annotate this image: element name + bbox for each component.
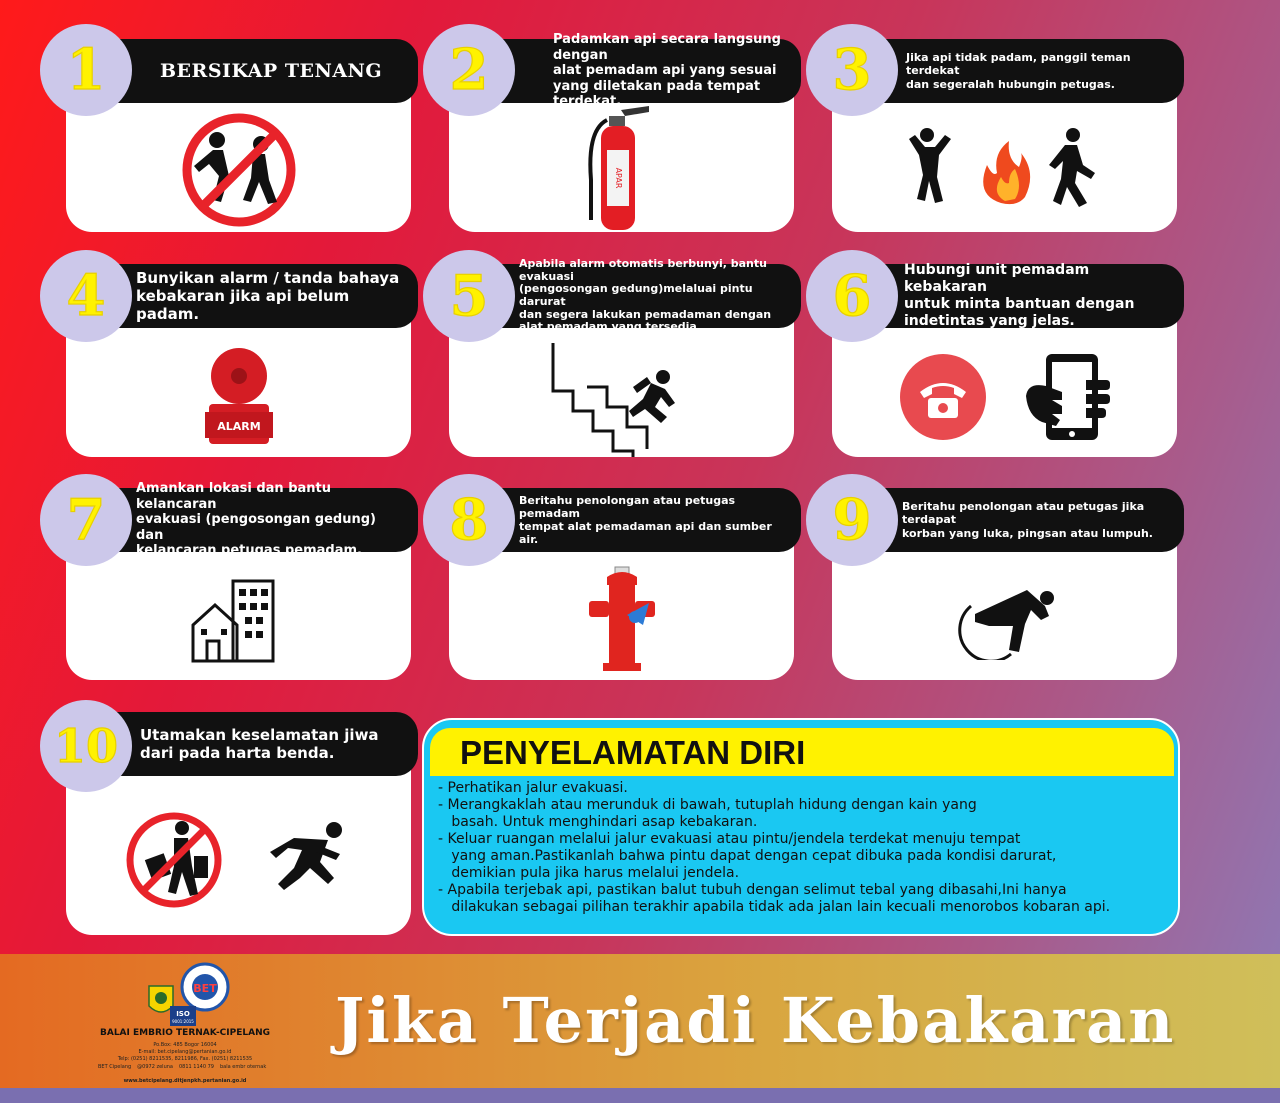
- social-whatsapp[interactable]: 0811 1140 79: [178, 1064, 214, 1070]
- alarm-label: ALARM: [216, 419, 261, 433]
- step-text-7: Amankan lokasi dan bantu kelancaran evakuasi (pengosongan gedung) dan kelancaran petugas pemadam.: [136, 481, 376, 559]
- iso-text: ISO: [176, 1010, 190, 1018]
- no-panic-icon: [179, 110, 299, 230]
- step-text-2: Padamkan api secara langsung dengan alat pemadam api yang sesuai yang diletakan pada tempat terdekat.: [553, 32, 781, 110]
- self-rescue-panel: [422, 718, 1180, 936]
- step-number-9: 9: [806, 474, 898, 566]
- iso-badge-icon: [170, 1006, 196, 1026]
- alarm-bell-icon: [199, 340, 279, 450]
- social-youtube[interactable]: bala embr oternak: [219, 1064, 267, 1070]
- social-facebook[interactable]: BET Cipelang: [98, 1064, 132, 1070]
- step-text-4: Bunyikan alarm / tanda bahaya kebakaran jika api belum padam.: [136, 269, 400, 323]
- step-number-3: 3: [806, 24, 898, 116]
- step-text-8: Beritahu penolongan atau petugas pemadam tempat alat pemadaman api dan sumber air.: [519, 493, 772, 547]
- social-links: [98, 1064, 278, 1070]
- step-number-10: 10: [40, 700, 132, 792]
- fire-hydrant-icon: [577, 565, 667, 675]
- step-number-1: 1: [40, 24, 132, 116]
- step-number-5: 5: [423, 250, 515, 342]
- org-address-line: Telp: (0251) 8211535, 8211986, Fax. (0251) 8211535: [117, 1056, 253, 1062]
- extinguisher-label: APAR: [613, 167, 623, 188]
- running-person-icon: [254, 820, 354, 900]
- step-number-6: 6: [806, 250, 898, 342]
- org-website-link[interactable]: www.betcipelang.ditjenpkh.pertanian.go.id: [123, 1078, 247, 1084]
- step-bar-2: [483, 32, 801, 110]
- step-text-1: BERSIKAP TENANG: [160, 59, 383, 82]
- step-number-8: 8: [423, 474, 515, 566]
- phone-icon: [898, 352, 988, 442]
- panel-line: - Perhatikan jalur evakuasi.: [438, 780, 628, 796]
- panel-line: - Merangkaklah atau merunduk di bawah, tutuplah hidung dengan kain yang: [438, 797, 977, 813]
- smartphone-icon: [1022, 352, 1112, 442]
- step-number-4: 4: [40, 250, 132, 342]
- org-address-line: Po.Box: 485 Bogor 16004: [153, 1042, 217, 1048]
- step-text-3: Jika api tidak padam, panggil teman terdekat dan segeralah hubungin petugas.: [906, 51, 1131, 91]
- footer-strip: [0, 1088, 1280, 1103]
- panel-header: [430, 728, 1174, 776]
- people-fire-icon: [905, 125, 1105, 215]
- step-bar-3: [866, 39, 1184, 103]
- step-bar-10: [100, 712, 418, 776]
- org-address-line: E-mail: bet.cipelang@pertanian.go.id: [138, 1049, 232, 1055]
- org-name: BALAI EMBRIO TERNAK-CIPELANG: [100, 1028, 270, 1038]
- panel-line: dilakukan sebagai pilihan terakhir apabila tidak ada jalan lain kecuali menorobos kobaran api.: [438, 899, 1111, 915]
- panel-list: [438, 780, 1168, 916]
- step-bar-1: [100, 39, 418, 103]
- panel-title: PENYELAMATAN DIRI: [460, 734, 806, 771]
- panel-line: - Keluar ruangan melalui jalur evakuasi atau pintu/jendela terdekat menuju tempat: [438, 831, 1021, 847]
- step-text-6: Hubungi unit pemadam kebakaran untuk minta bantuan dengan indetintas yang jelas.: [904, 262, 1135, 329]
- poster-title: Jika Terjadi Kebakaran: [335, 984, 1176, 1057]
- panel-line: - Apabila terjebak api, pastikan balut tubuh dengan selimut tebal yang dibasahi,Ini hanya: [438, 882, 1067, 898]
- step-text-5: Apabila alarm otomatis berbunyi, bantu evakuasi (pengosongan gedung)melaluai pintu darurat dan segera lakukan pemadaman dengan alat pemadam yang tersedia: [519, 257, 772, 334]
- bet-logo-icon: [180, 962, 230, 1012]
- buildings-icon: [189, 575, 289, 665]
- step-number-2: 2: [423, 24, 515, 116]
- panel-line: demikian pula jika harus melalui jendela.: [438, 865, 740, 881]
- injured-person-icon: [945, 580, 1065, 660]
- step-bar-4: [100, 264, 418, 328]
- step-bar-8: [483, 488, 801, 552]
- step-number-7: 7: [40, 474, 132, 566]
- stairs-evacuation-icon: [547, 337, 697, 457]
- panel-line: basah. Untuk menghindari asap kebakaran.: [438, 814, 758, 830]
- iso-sub-text: 9001:2015: [172, 1019, 194, 1024]
- social-instagram[interactable]: @0972 zeluna: [137, 1064, 173, 1070]
- fire-extinguisher-icon: [577, 100, 667, 240]
- no-belongings-icon: [124, 810, 224, 910]
- bet-logo-text: BET: [193, 982, 217, 995]
- step-bar-5: [483, 257, 801, 334]
- step-text-10: Utamakan keselamatan jiwa dari pada harta benda.: [140, 726, 379, 762]
- step-text-9: Beritahu penolongan atau petugas jika terdapat korban yang luka, pingsan atau lumpuh.: [902, 500, 1153, 540]
- step-bar-9: [866, 488, 1184, 552]
- step-bar-7: [100, 481, 418, 559]
- step-bar-6: [866, 264, 1184, 328]
- panel-line: yang aman.Pastikanlah bahwa pintu dapat dengan cepat dibuka pada kondisi darurat,: [438, 848, 1057, 864]
